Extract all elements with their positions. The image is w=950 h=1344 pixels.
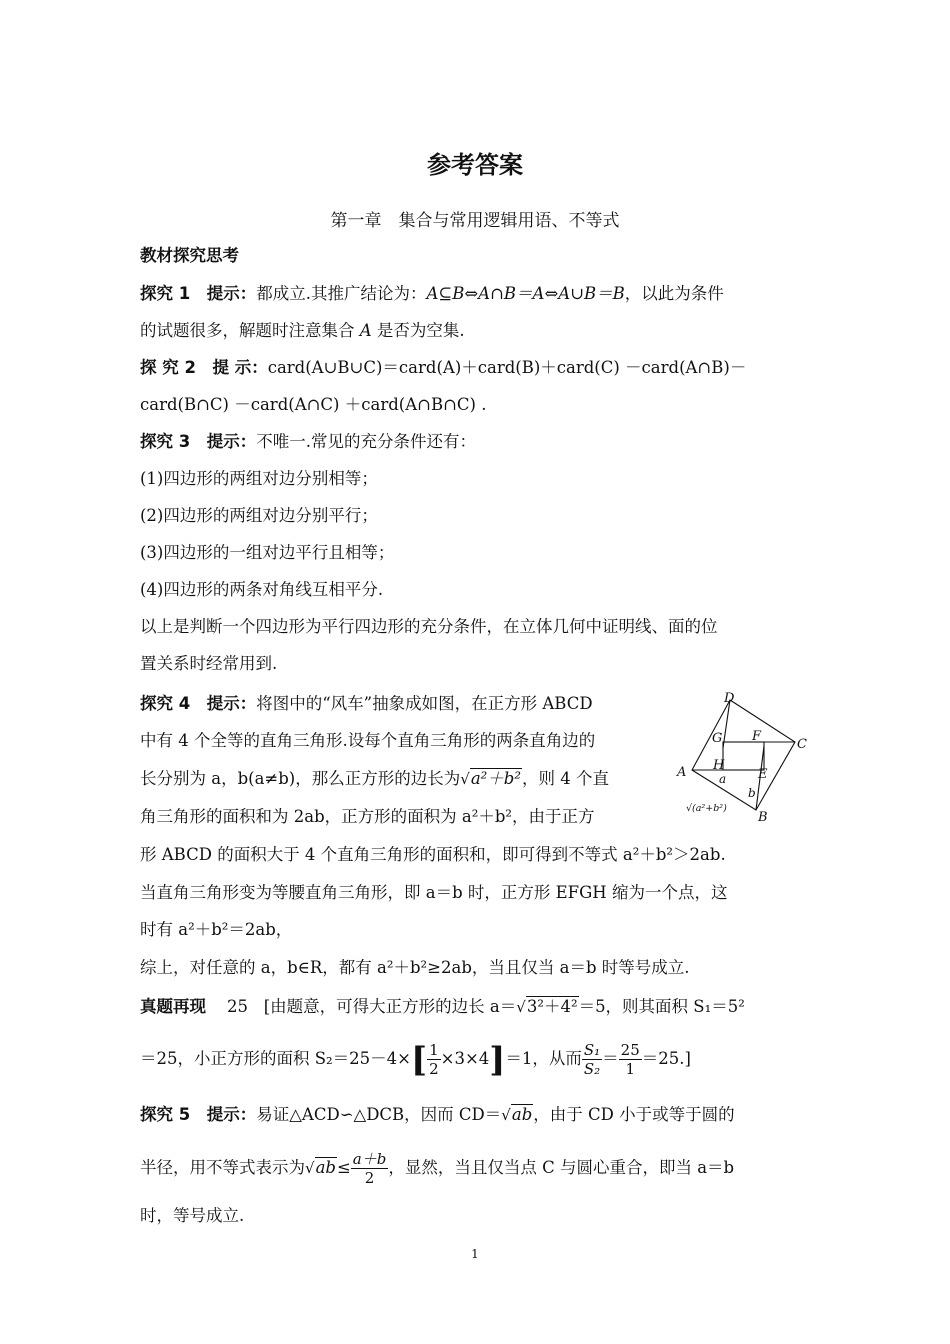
list-item: (2)四边形的两组对边分别平行；	[140, 506, 378, 525]
label-h: H	[713, 758, 725, 773]
label-a: A	[677, 765, 687, 780]
radicand: 3²＋4²	[526, 997, 578, 1016]
label-e: E	[758, 767, 768, 782]
explore-1-line-1: 探究 1 提示：都成立.其推广结论为：A⊆B⇔A∩B＝A⇔A∪B＝B，以此为条件	[140, 284, 724, 303]
square-abcd	[692, 700, 795, 810]
label-f: F	[752, 729, 762, 744]
explore-4-line-1: 探究 4 提示：将图中的“风车”抽象成如图，在正方形 ABCD	[140, 694, 593, 713]
explore-3-label: 探究 3 提示：	[140, 432, 257, 451]
fraction: $\frac{25}{1}$	[620, 1041, 640, 1078]
section-heading: 教材探究思考	[140, 246, 239, 265]
subset-formula: A⊆B⇔A∩B＝A⇔A∪B＝B	[426, 284, 625, 303]
explore-4-line-7: 时有 a²＋b²＝2ab，	[140, 920, 293, 939]
page-title: 参考答案	[427, 151, 523, 179]
label-g: G	[712, 731, 723, 746]
label-side-b: b	[748, 786, 756, 800]
pinwheel-square-figure	[672, 690, 812, 826]
label-side-length: √(a²+b²)	[686, 803, 727, 814]
fraction: $\frac{a+b}{2}$	[352, 1150, 387, 1187]
real-problem-line-2: ＝25，小正方形的面积 S₂＝25－4×[ $\frac{1}{2}$ ×3×4]＝1，从而 $\frac{\text{S₁}}{\text{S₂}}$ ＝ $\frac{25}{1}$ ＝25.]	[140, 1039, 691, 1080]
explore-4-line-6: 当直角三角形变为等腰直角三角形，即 a＝b 时，正方形 EFGH 缩为一个点，这	[140, 883, 728, 902]
list-item: (4)四边形的两条对角线互相平分.	[140, 580, 384, 599]
explore-4-line-4: 角三角形的面积和为 2ab，正方形的面积为 a²＋b²，由于正方	[140, 807, 595, 826]
explore-4-line-5: 形 ABCD 的面积大于 4 个直角三角形的面积和，即可得到不等式 a²＋b²＞2ab.	[140, 845, 726, 864]
explore-4-line-2: 中有 4 个全等的直角三角形.设每个直角三角形的两条直角边的	[140, 731, 596, 750]
radicand: ab	[511, 1105, 533, 1124]
explore-3-line-1: 探究 3 提示：不唯一.常见的充分条件还有：	[140, 432, 476, 451]
list-item: (3)四边形的一组对边平行且相等；	[140, 543, 395, 562]
label-b: B	[758, 810, 768, 825]
explore-2-line-2: card(B∩C) －card(A∩C) ＋card(A∩B∩C) .	[140, 395, 487, 414]
explore-3-conclusion-2: 置关系时经常用到.	[140, 654, 278, 673]
page-number: 1	[471, 1247, 479, 1261]
explore-2-line-1: 探 究 2 提 示：card(A∪B∪C)＝card(A)＋card(B)＋card(C) －card(A∩B)－	[140, 358, 747, 377]
square-efgh	[723, 742, 764, 770]
chapter-heading: 第一章 集合与常用逻辑用语、不等式	[330, 211, 620, 231]
radicand: a²＋b²	[470, 769, 521, 788]
explore-4-line-3: 长分别为 a，b(a≠b)，那么正方形的边长为√a²＋b²，则 4 个直	[140, 769, 609, 788]
explore-5-line-3: 时，等号成立.	[140, 1206, 245, 1225]
sqrt-symbol: √	[460, 770, 470, 788]
label-side-a: a	[719, 772, 727, 786]
list-item: (1)四边形的两组对边分别相等；	[140, 469, 378, 488]
fraction: $\frac{1}{2}$	[429, 1041, 439, 1078]
explore-4-label: 探究 4 提示：	[140, 694, 257, 713]
explore-3-conclusion-1: 以上是判断一个四边形为平行四边形的充分条件，在立体几何中证明线、面的位	[140, 617, 718, 636]
real-problem-answer: 25	[226, 997, 248, 1016]
real-problem-line-1: 真题再现 25 [由题意，可得大正方形的边长 a＝√3²＋4²＝5，则其面积 S₁＝5²	[140, 997, 745, 1016]
explore-2-label: 探 究 2 提 示：	[140, 358, 268, 377]
label-d: D	[724, 691, 735, 706]
label-c: C	[797, 737, 807, 752]
explore-1-line-2: 的试题很多，解题时注意集合 A 是否为空集.	[140, 321, 465, 340]
explore-1-label: 探究 1 提示：	[140, 284, 257, 303]
explore-5-line-1: 探究 5 提示：易证△ACD∽△DCB，因而 CD＝√ab，由于 CD 小于或等于圆的	[140, 1105, 735, 1124]
real-problem-label: 真题再现	[140, 997, 206, 1016]
explore-4-line-8: 综上，对任意的 a，b∈R，都有 a²＋b²≥2ab，当且仅当 a＝b 时等号成立.	[140, 958, 690, 977]
explore-5-label: 探究 5 提示：	[140, 1105, 257, 1124]
fraction: $\frac{\text{S₁}}{\text{S₂}}$	[583, 1041, 601, 1078]
explore-5-line-2: 半径，用不等式表示为√ab≤ $\frac{a+b}{2}$ ，显然，当且仅当点 C 与圆心重合，即当 a＝b	[140, 1150, 735, 1187]
radicand: ab	[315, 1158, 336, 1177]
